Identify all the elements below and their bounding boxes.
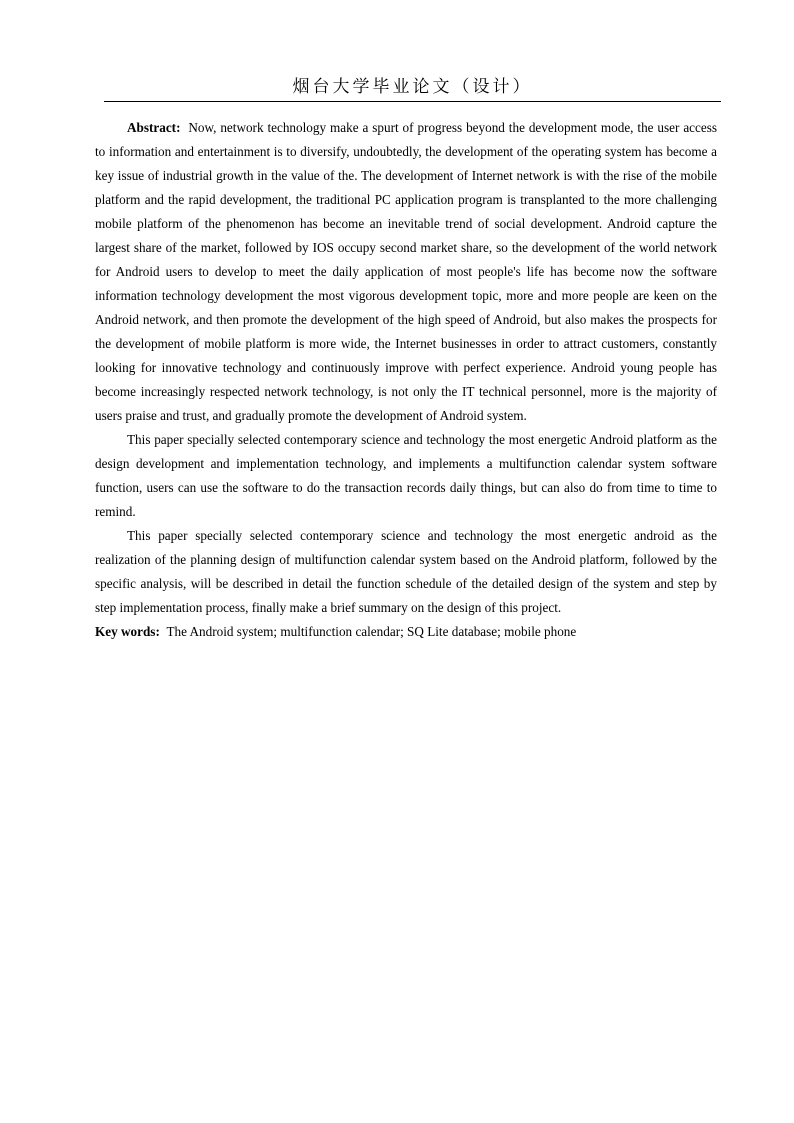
abstract-label: Abstract: bbox=[127, 120, 181, 135]
keywords-text: The Android system; multifunction calendar; SQ Lite database; mobile phone bbox=[166, 624, 577, 639]
abstract-paragraph-2: This paper specially selected contemporary science and technology the most energetic Android platform as the design development and implementation technology, and implements a multifunction calendar system software function, users can use the software to do the transaction records daily things, but can also do from time to time to remind. bbox=[95, 432, 717, 519]
keywords-label: Key words: bbox=[95, 624, 160, 639]
page-header bbox=[104, 76, 721, 102]
keywords-line bbox=[95, 620, 717, 644]
abstract-paragraph-1 bbox=[95, 116, 717, 428]
thesis-header-title: 烟台大学毕业论文（设计） bbox=[292, 77, 533, 97]
abstract-section bbox=[95, 116, 717, 644]
abstract-paragraph-3: This paper specially selected contemporary science and technology the most energetic android as the realization of the planning design of multifunction calendar system based on the Android platform, followed by the specific analysis, will be described in detail the function schedule of the detailed design of the system and step by step implementation process, finally make a brief summary on the design of this project. bbox=[95, 528, 717, 615]
abstract-paragraph-1-text: Now, network technology make a spurt of progress beyond the development mode, the user access to information and entertainment is to diversify, undoubtedly, the development of the operating system has become a key issue of industrial growth in the value of the. The development of Internet network is with the rise of the mobile platform and the rapid development, the traditional PC application program is transplanted to the more challenging mobile platform of the phenomenon has become an inevitable trend of social development. Android capture the largest share of the market, followed by IOS occupy second market share, so the development of the world network for Android users to develop to meet the daily application of most people's life has become now the software information technology development the most vigorous development topic, more and more people are keen on the Android network, and then promote the development of the high speed of Android, but also makes the prospects for the development of mobile platform is more wide, the Internet businesses in order to attract customers, constantly looking for innovative technology and continuously improve with perfect experience. Android young people has become increasingly respected network technology, is not only the IT technical personnel, more is the majority of users praise and trust, and gradually promote the development of Android system. bbox=[95, 120, 718, 423]
